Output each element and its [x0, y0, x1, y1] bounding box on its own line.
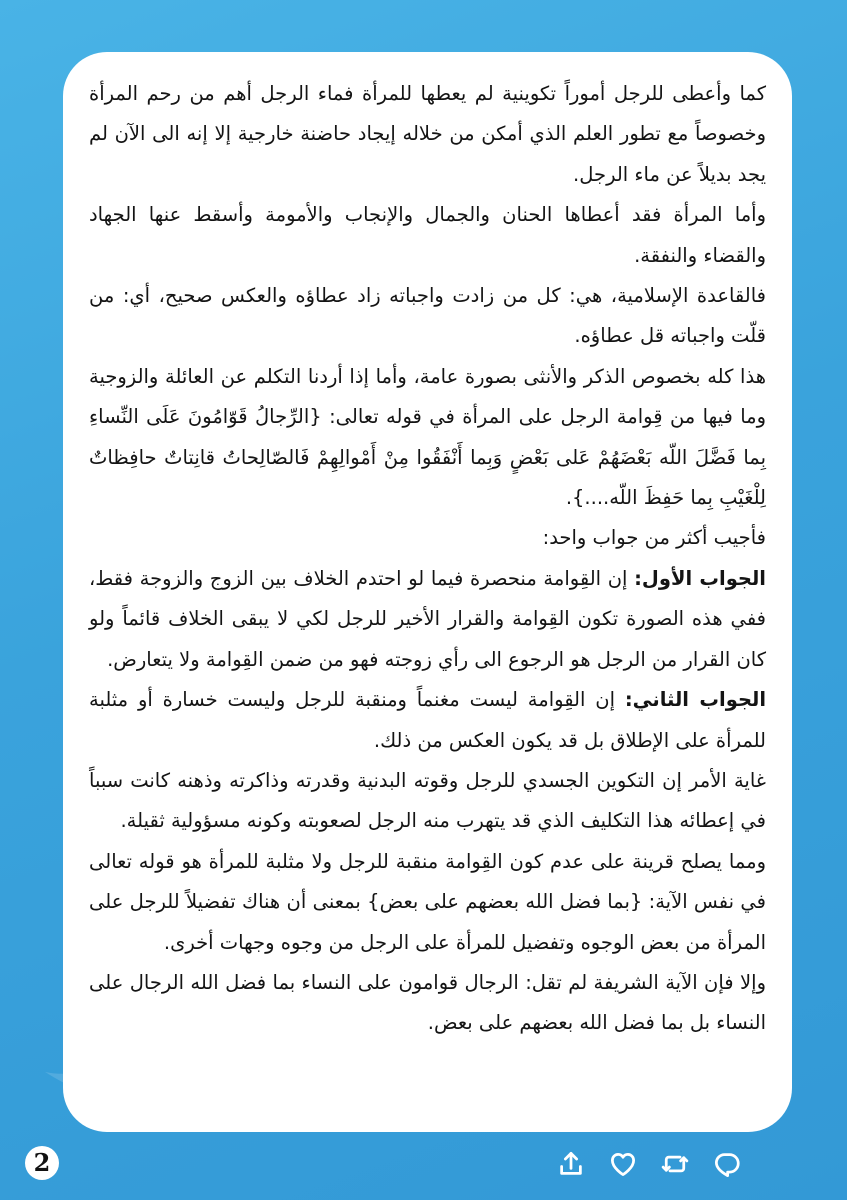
paragraph — [89, 680, 766, 761]
like-heart-icon — [608, 1149, 638, 1179]
paragraph — [89, 559, 766, 680]
repost-button[interactable] — [658, 1147, 692, 1181]
paragraph-text: وأما المرأة فقد أعطاها الحنان والجمال والإنجاب والأمومة وأسقط عنها الجهاد والقضاء والنفقة. — [89, 203, 766, 267]
reply-button[interactable] — [710, 1147, 744, 1181]
paragraph — [89, 761, 766, 842]
paragraph — [89, 195, 766, 276]
paragraph-text: كما وأعطى للرجل أموراً تكوينية لم يعطها للمرأة فماء الرجل أهم من رحم المرأة وخصوصاً مع تطور العلم الذي أمكن من خلاله إيجاد حاضنة خارجية إلا إنه الى الآن لم يجد بديلاً عن ماء الرجل. — [89, 82, 766, 186]
post-card — [63, 52, 792, 1132]
paragraph — [89, 357, 766, 519]
paragraph — [89, 518, 766, 558]
answer-heading: الجواب الأول: — [634, 566, 766, 590]
share-icon — [556, 1149, 586, 1179]
post-actions-bar — [554, 1146, 744, 1182]
paragraph-text: هذا كله بخصوص الذكر والأنثى بصورة عامة، وأما إذا أردنا التكلم عن العائلة والزوجية وما فيها من قِوامة الرجل على المرأة في قوله تعالى: {الرِّجالُ قَوّامُونَ عَلَى النِّساءِ بِما فَضَّلَ اللّه بَعْضَهُمْ عَلى بَعْضٍ وَبِما أَنْفَقُوا مِنْ أَمْوالِهِمْ فَالصّالِحاتُ قانِتاتٌ حافِظاتٌ لِلْغَيْبِ بِما حَفِظَ اللّه....}. — [89, 364, 766, 510]
page-number: 2 — [25, 1146, 59, 1180]
paragraph-text: إن القِوامة ليست مغنماً ومنقبة للرجل وليست خسارة أو مثلبة للمرأة على الإطلاق بل قد يكون العكس من ذلك. — [89, 688, 766, 752]
paragraph — [89, 74, 766, 195]
paragraph — [89, 276, 766, 357]
answer-heading: الجواب الثاني: — [624, 688, 766, 712]
reply-bubble-icon — [712, 1149, 742, 1179]
repost-icon — [660, 1149, 690, 1179]
paragraph — [89, 963, 766, 1044]
paragraph-text: غاية الأمر إن التكوين الجسدي للرجل وقوته البدنية وقدرته وذاكرته وذهنه كانت سبباً في إعطائه هذا التكليف الذي قد يتهرب منه الرجل لصعوبته وكونه مسؤولية ثقيلة. — [89, 768, 766, 833]
paragraph-text: إن القِوامة منحصرة فيما لو احتدم الخلاف بين الزوج والزوجة فقط، ففي هذه الصورة تكون القِوامة والقرار الأخير للرجل لكي لا يبقى الخلاف قائماً ولو كان القرار من الرجل هو الرجوع الى رأي زوجته فهو من ضمن القِوامة ولا يتعارض. — [89, 566, 766, 671]
paragraph-text: فأجيب أكثر من جواب واحد: — [542, 526, 766, 550]
like-button[interactable] — [606, 1147, 640, 1181]
paragraph-text: ومما يصلح قرينة على عدم كون القِوامة منقبة للرجل ولا مثلبة للمرأة هو قوله تعالى في نفس الآية: {بما فضل الله بعضهم على بعض} بمعنى أن هناك تفضيلاً للرجل على المرأة من بعض الوجوه وتفضيل للمرأة على الرجل من وجوه وجهات أخرى. — [89, 849, 766, 954]
paragraph-text: وإلا فإن الآية الشريفة لم تقل: الرجال قوامون على النساء بما فضل الله الرجال على النساء بل بما فضل الله بعضهم على بعض. — [89, 970, 766, 1035]
share-button[interactable] — [554, 1147, 588, 1181]
paragraph — [89, 842, 766, 963]
paragraph-text: فالقاعدة الإسلامية، هي: كل من زادت واجباته زاد عطاؤه والعكس صحيح، أي: من قلّت واجباته قل عطاؤه. — [89, 284, 766, 348]
